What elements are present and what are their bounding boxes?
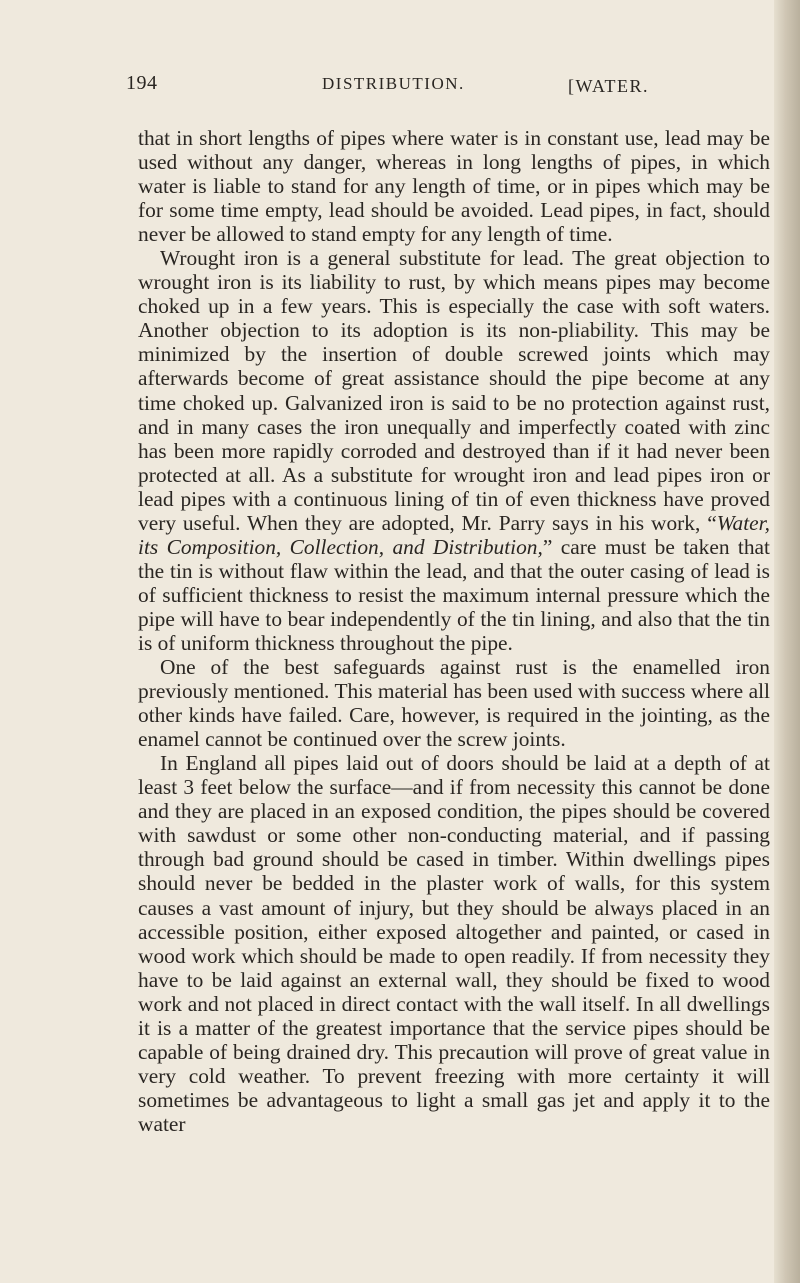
page-number: 194 [126,72,158,94]
section-mark: [WATER. [568,76,649,96]
paragraph-text: Wrought iron is a general substitute for lead. The great objection to wrought iron is its liability to rust, by which means pipes may become choked up in a few years. This is especially the case with soft waters. Another objection to its adoption is its non-pliability. This may be minimized by the insertion of double screwed joints which may afterwards become of great assistance should the pipe become at any time choked up. Galvanized iron is said to be no protection against rust, and in many cases the iron unequally and imperfectly coated with zinc has been more rapidly corroded and destroyed than if it had never been protected at all. As a substitute for wrought iron and lead pipes iron or lead pipes with a continuous lining of tin of even thickness have proved very useful. When they are adopted, Mr. Parry says in his work, [138,246,770,535]
page-edge-shadow [774,0,800,1283]
paragraph: that in short lengths of pipes where water is in constant use, lead may be used without any danger, whereas in long lengths of pipes, in which water is liable to stand for any length of time, or in pipes which may be for some time empty, lead should be avoided. Lead pipes, in fact, should never be allowed to stand empty for any length of time. [138,126,770,247]
open-quote: “ [707,510,717,535]
paragraph: One of the best safeguards against rust is the enamelled iron previously mentioned. This material has been used with success where all other kinds have failed. Care, however, is required in the jointing, as the enamel cannot be continued over the screw joints. [138,655,770,752]
close-quote: ” [542,534,553,559]
paragraph: In England all pipes laid out of doors should be laid at a depth of at least 3 feet below the surface—and if from necessity this cannot be done and they are placed in an exposed condition, the pipes should be covered with sawdust or some other non-conducting material, and if passing through bad ground should be cased in timber. Within dwellings pipes should never be bedded in the plaster work of walls, for this system causes a vast amount of injury, but they should be always placed in an accessible position, either exposed altogether and painted, or cased in wood work which should be made to open readily. If from necessity they have to be laid against an external wall, they should be fixed to wood work and not placed in direct contact with the wall itself. In all dwellings it is a matter of the greatest importance that the service pipes should be capable of being drained dry. This precaution will prove of great value in very cold weather. To prevent freezing with more certainty it will sometimes be advantageous to light a small gas jet and apply it to the water [138,751,770,1136]
running-head: DISTRIBUTION. [322,74,465,93]
body-text [138,126,770,1136]
book-title: Water, its Composition, Collection, and Distribution, [138,510,770,559]
paragraph [138,246,770,655]
paragraph-text: care must be taken that the tin is without flaw within the lead, and that the outer casing of lead is of sufficient thickness to resist the maximum internal pressure which the pipe will have to bear independently of the tin lining, and also that the tin is of uniform thickness throughout the pipe. [138,534,770,655]
page-header [126,72,766,106]
